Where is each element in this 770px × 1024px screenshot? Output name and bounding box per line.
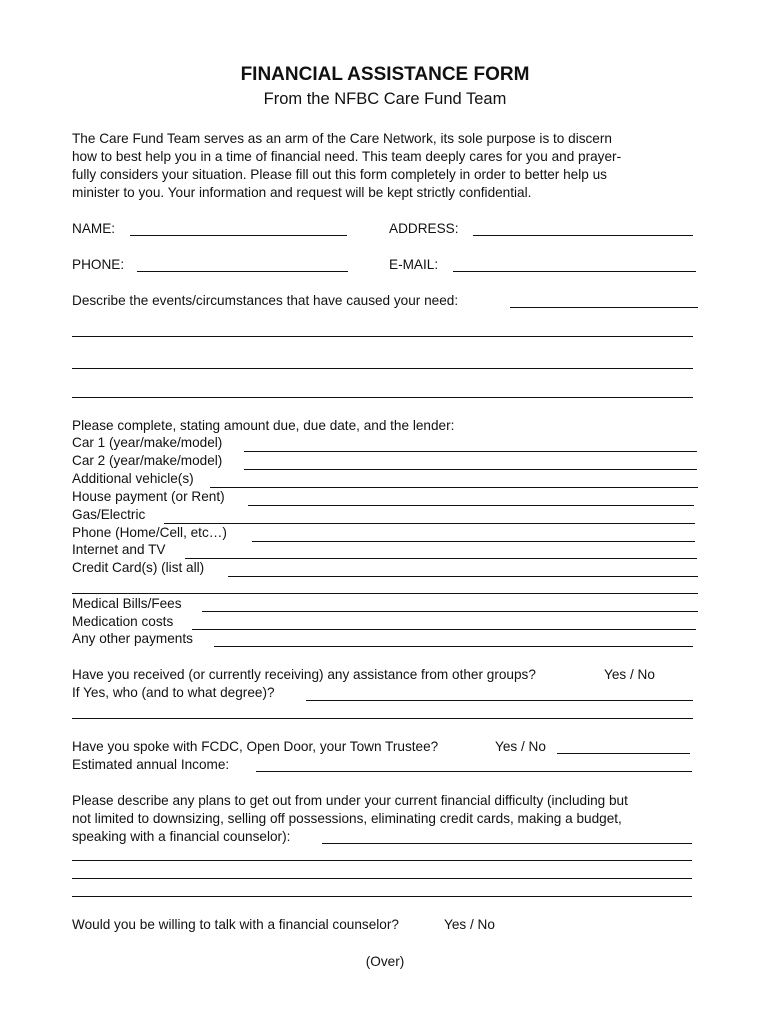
plans-extra-line[interactable] xyxy=(72,878,692,879)
form-subtitle: From the NFBC Care Fund Team xyxy=(263,90,507,108)
bill-field-phone[interactable] xyxy=(252,541,695,542)
counselor-yes-no[interactable]: Yes / No xyxy=(444,917,495,932)
assistance-extra-line[interactable] xyxy=(72,718,693,719)
intro-paragraph xyxy=(72,130,702,202)
address-field[interactable] xyxy=(473,235,693,236)
bill-field-gas-electric[interactable] xyxy=(164,523,695,524)
plans-line: Please describe any plans to get out from under your current financial difficulty (including but xyxy=(72,793,628,808)
bill-label-car1: Car 1 (year/make/model) xyxy=(72,435,223,450)
bill-field-additional-vehicles[interactable] xyxy=(210,487,698,488)
plans-extra-line[interactable] xyxy=(72,860,692,861)
plans-field[interactable] xyxy=(322,843,692,844)
counselor-question: Would you be willing to talk with a financial counselor? xyxy=(72,917,399,932)
bill-field-medication-costs[interactable] xyxy=(192,629,696,630)
intro-line: minister to you. Your information and request will be kept strictly confidential. xyxy=(72,185,532,200)
plans-line: speaking with a financial counselor): xyxy=(72,829,291,844)
describe-need-line[interactable] xyxy=(72,368,693,369)
bill-label-other-payments: Any other payments xyxy=(72,631,193,646)
intro-line: The Care Fund Team serves as an arm of the Care Network, its sole purpose is to discern xyxy=(72,131,612,146)
bill-field-house-payment[interactable] xyxy=(248,505,694,506)
over-note: (Over) xyxy=(365,954,405,969)
intro-line: how to best help you in a time of financial need. This team deeply cares for you and prayer- xyxy=(72,149,622,164)
bill-label-phone: Phone (Home/Cell, etc…) xyxy=(72,525,227,540)
bill-label-medication-costs: Medication costs xyxy=(72,614,174,629)
fcdc-question: Have you spoke with FCDC, Open Door, your Town Trustee? xyxy=(72,739,439,754)
email-label: E-MAIL: xyxy=(389,257,439,272)
bills-instructions: Please complete, stating amount due, due date, and the lender: xyxy=(72,418,455,433)
describe-need-line[interactable] xyxy=(72,397,693,398)
phone-label: PHONE: xyxy=(72,257,125,272)
describe-need-line[interactable] xyxy=(72,336,693,337)
bill-field-medical-bills[interactable] xyxy=(202,611,698,612)
bill-field-other-payments[interactable] xyxy=(214,646,693,647)
assistance-question: Have you received (or currently receiving) any assistance from other groups? xyxy=(72,667,536,682)
email-field[interactable] xyxy=(453,271,696,272)
form-title: FINANCIAL ASSISTANCE FORM xyxy=(240,64,530,85)
bill-label-car2: Car 2 (year/make/model) xyxy=(72,453,223,468)
assistance-if-yes-label: If Yes, who (and to what degree)? xyxy=(72,685,275,700)
bill-field-credit-cards-extra[interactable] xyxy=(72,593,698,594)
assistance-if-yes-field[interactable] xyxy=(306,700,693,701)
describe-need-label: Describe the events/circumstances that have caused your need: xyxy=(72,293,459,308)
bill-label-gas-electric: Gas/Electric xyxy=(72,507,146,522)
phone-field[interactable] xyxy=(137,271,348,272)
plans-line: not limited to downsizing, selling off possessions, eliminating credit cards, making a budget, xyxy=(72,811,622,826)
bill-label-medical-bills: Medical Bills/Fees xyxy=(72,596,182,611)
bill-label-credit-cards: Credit Card(s) (list all) xyxy=(72,560,205,575)
bill-field-credit-cards[interactable] xyxy=(228,576,698,577)
bill-field-car2[interactable] xyxy=(244,469,697,470)
describe-need-field[interactable] xyxy=(510,307,698,308)
bill-field-internet-tv[interactable] xyxy=(185,558,697,559)
address-label: ADDRESS: xyxy=(389,221,459,236)
bill-field-car1[interactable] xyxy=(244,451,697,452)
income-label: Estimated annual Income: xyxy=(72,757,230,772)
assistance-yes-no[interactable]: Yes / No xyxy=(604,667,655,682)
income-field[interactable] xyxy=(256,771,692,772)
bill-label-internet-tv: Internet and TV xyxy=(72,542,166,557)
bill-label-house-payment: House payment (or Rent) xyxy=(72,489,225,504)
fcdc-answer-field[interactable] xyxy=(557,753,690,754)
name-field[interactable] xyxy=(130,235,347,236)
plans-extra-line[interactable] xyxy=(72,896,692,897)
bill-label-additional-vehicles: Additional vehicle(s) xyxy=(72,471,194,486)
fcdc-yes-no[interactable]: Yes / No xyxy=(495,739,546,754)
name-label: NAME: xyxy=(72,221,116,236)
intro-line: fully considers your situation. Please fill out this form completely in order to better help us xyxy=(72,167,607,182)
